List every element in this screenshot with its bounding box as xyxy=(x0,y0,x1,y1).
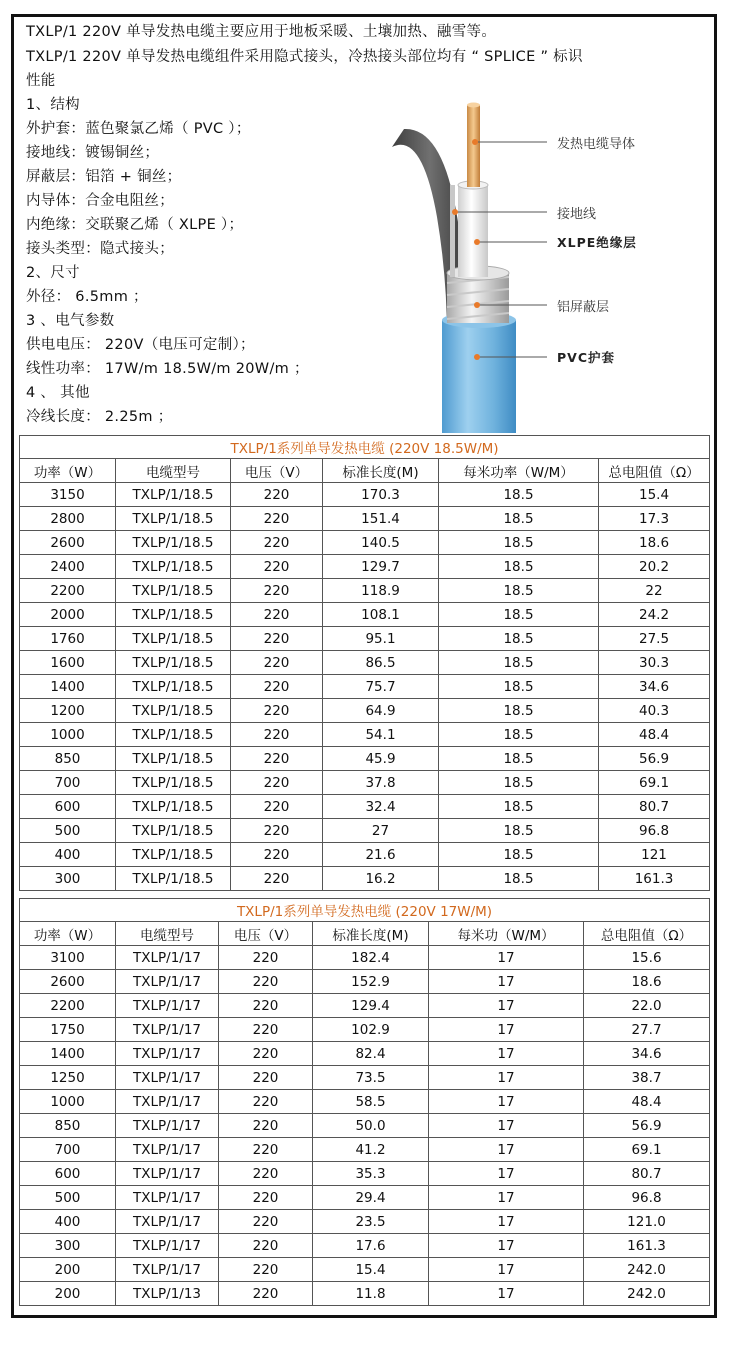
table-cell: 220 xyxy=(219,1066,313,1090)
table-cell: 102.9 xyxy=(313,1018,429,1042)
table-cell: 18.6 xyxy=(599,531,710,555)
table-cell: TXLP/1/17 xyxy=(116,970,219,994)
intro-line: 外径： 6.5mm ； xyxy=(26,289,148,305)
table-cell: 17.3 xyxy=(599,507,710,531)
table-cell: 34.6 xyxy=(599,675,710,699)
column-header: 电缆型号 xyxy=(116,922,219,946)
table-row xyxy=(20,483,710,507)
table-cell: 200 xyxy=(20,1282,116,1306)
table-cell: TXLP/1/18.5 xyxy=(116,723,231,747)
intro-line: 外护套：蓝色聚氯乙烯（ PVC ）； xyxy=(26,121,251,137)
table-cell: 18.5 xyxy=(439,819,599,843)
table-cell: 17 xyxy=(429,1258,584,1282)
table-cell: 54.1 xyxy=(323,723,439,747)
table-cell: 129.7 xyxy=(323,555,439,579)
table-cell: 24.2 xyxy=(599,603,710,627)
table-cell: 35.3 xyxy=(313,1162,429,1186)
table-header-row xyxy=(20,459,710,483)
intro-line: 接地线：镀锡铜丝； xyxy=(26,145,160,161)
table-cell: 400 xyxy=(20,843,116,867)
table-cell: 69.1 xyxy=(599,771,710,795)
table-cell: 242.0 xyxy=(584,1258,710,1282)
table-cell: TXLP/1/17 xyxy=(116,1090,219,1114)
table-cell: 15.4 xyxy=(599,483,710,507)
table-cell: 220 xyxy=(219,1210,313,1234)
table-cell: 220 xyxy=(231,795,323,819)
table-cell: 34.6 xyxy=(584,1042,710,1066)
table-cell: TXLP/1/18.5 xyxy=(116,771,231,795)
table-cell: 17 xyxy=(429,1186,584,1210)
table-title-row xyxy=(20,436,710,459)
table-row xyxy=(20,1138,710,1162)
table-row xyxy=(20,970,710,994)
table-cell: 220 xyxy=(219,1138,313,1162)
table-cell: 300 xyxy=(20,867,116,891)
column-header: 每米功（W/M） xyxy=(429,922,584,946)
table-cell: 220 xyxy=(219,1258,313,1282)
label-ground-wire: 接地线 xyxy=(557,207,597,222)
table-cell: 32.4 xyxy=(323,795,439,819)
table-cell: 64.9 xyxy=(323,699,439,723)
table-cell: TXLP/1/17 xyxy=(116,946,219,970)
table-cell: 18.6 xyxy=(584,970,710,994)
table-cell: 161.3 xyxy=(599,867,710,891)
table-cell: 1750 xyxy=(20,1018,116,1042)
table-cell: 11.8 xyxy=(313,1282,429,1306)
label-conductor: 发热电缆导体 xyxy=(557,137,636,152)
table-row xyxy=(20,723,710,747)
table-cell: 69.1 xyxy=(584,1138,710,1162)
document-frame xyxy=(11,14,717,1318)
table-cell: 56.9 xyxy=(584,1114,710,1138)
table-row xyxy=(20,555,710,579)
table-cell: 17 xyxy=(429,946,584,970)
table-row xyxy=(20,1162,710,1186)
table-cell: 18.5 xyxy=(439,531,599,555)
table-row xyxy=(20,1186,710,1210)
label-pvc: PVC护套 xyxy=(557,350,616,365)
column-header: 标准长度(M) xyxy=(323,459,439,483)
table-row xyxy=(20,531,710,555)
table-cell: 220 xyxy=(231,675,323,699)
intro-line: TXLP/1 220V 单导发热电缆组件采用隐式接头，冷热接头部位均有 “ SPLICE ” 标识 xyxy=(26,49,583,65)
column-header: 电压（V） xyxy=(219,922,313,946)
table-cell: 17 xyxy=(429,1210,584,1234)
table-cell: 300 xyxy=(20,1234,116,1258)
table-cell: 220 xyxy=(231,651,323,675)
table-cell: TXLP/1/18.5 xyxy=(116,651,231,675)
table-cell: 170.3 xyxy=(323,483,439,507)
table-cell: 1200 xyxy=(20,699,116,723)
table-cell: 2400 xyxy=(20,555,116,579)
table-cell: 220 xyxy=(219,1282,313,1306)
table-cell: 2200 xyxy=(20,994,116,1018)
table-cell: TXLP/1/17 xyxy=(116,1042,219,1066)
table-cell: TXLP/1/18.5 xyxy=(116,699,231,723)
table-cell: 15.6 xyxy=(584,946,710,970)
table-cell: 220 xyxy=(219,994,313,1018)
column-header: 总电阻值（Ω） xyxy=(584,922,710,946)
table-cell: 16.2 xyxy=(323,867,439,891)
table-cell: TXLP/1/17 xyxy=(116,1018,219,1042)
table-cell: 220 xyxy=(219,1042,313,1066)
section-heading: 3 、电气参数 xyxy=(26,313,115,329)
table-cell: 95.1 xyxy=(323,627,439,651)
intro-line: 供电电压： 220V（电压可定制）； xyxy=(26,337,255,353)
section-heading: 1、结构 xyxy=(26,97,80,113)
table-cell: 220 xyxy=(219,1018,313,1042)
table-cell: 850 xyxy=(20,1114,116,1138)
table-cell: 18.5 xyxy=(439,555,599,579)
table-row xyxy=(20,579,710,603)
table-row xyxy=(20,1066,710,1090)
table-cell: 27.5 xyxy=(599,627,710,651)
table-cell: 220 xyxy=(231,555,323,579)
table-cell: 21.6 xyxy=(323,843,439,867)
table-cell: 220 xyxy=(219,1162,313,1186)
table-cell: TXLP/1/17 xyxy=(116,1210,219,1234)
table-cell: 220 xyxy=(231,531,323,555)
table-cell: 220 xyxy=(231,771,323,795)
table-cell: 400 xyxy=(20,1210,116,1234)
table-row xyxy=(20,1090,710,1114)
table-cell: 82.4 xyxy=(313,1042,429,1066)
table-cell: 161.3 xyxy=(584,1234,710,1258)
table-cell: TXLP/1/18.5 xyxy=(116,867,231,891)
table-cell: 2200 xyxy=(20,579,116,603)
table-cell: 1250 xyxy=(20,1066,116,1090)
table-cell: 1600 xyxy=(20,651,116,675)
table-row xyxy=(20,843,710,867)
table-cell: 220 xyxy=(219,970,313,994)
table-cell: 220 xyxy=(231,867,323,891)
table-cell: 18.5 xyxy=(439,795,599,819)
ground-wire xyxy=(450,185,455,277)
table-cell: 220 xyxy=(219,1090,313,1114)
table-row xyxy=(20,795,710,819)
table-cell: TXLP/1/17 xyxy=(116,1138,219,1162)
table-row xyxy=(20,867,710,891)
table-cell: 220 xyxy=(231,819,323,843)
table-row xyxy=(20,627,710,651)
table-cell: 220 xyxy=(231,747,323,771)
table-cell: 17 xyxy=(429,1090,584,1114)
table-cell: 17 xyxy=(429,1282,584,1306)
table-cell: 3100 xyxy=(20,946,116,970)
table-cell: 29.4 xyxy=(313,1186,429,1210)
table-cell: 18.5 xyxy=(439,507,599,531)
table-cell: TXLP/1/17 xyxy=(116,1114,219,1138)
column-header: 功率（W） xyxy=(20,459,116,483)
table-cell: 38.7 xyxy=(584,1066,710,1090)
table-cell: 75.7 xyxy=(323,675,439,699)
table-cell: 220 xyxy=(219,1186,313,1210)
cable-illustration xyxy=(352,77,714,433)
table-cell: 700 xyxy=(20,1138,116,1162)
table-cell: 96.8 xyxy=(584,1186,710,1210)
table-cell: 48.4 xyxy=(599,723,710,747)
table-cell: TXLP/1/18.5 xyxy=(116,603,231,627)
table-row xyxy=(20,603,710,627)
table-cell: 242.0 xyxy=(584,1282,710,1306)
table-cell: 18.5 xyxy=(439,723,599,747)
table-cell: TXLP/1/13 xyxy=(116,1282,219,1306)
label-xlpe: XLPE绝缘层 xyxy=(557,235,637,250)
intro-line: 冷线长度： 2.25m ； xyxy=(26,409,173,425)
table-cell: 500 xyxy=(20,1186,116,1210)
intro-line: 内导体：合金电阻丝； xyxy=(26,193,174,209)
table-title: TXLP/1系列单导发热电缆 (220V 17W/M) xyxy=(20,899,710,922)
table-cell: TXLP/1/17 xyxy=(116,1066,219,1090)
column-header: 标准长度(M) xyxy=(313,922,429,946)
table-cell: 18.5 xyxy=(439,771,599,795)
table-cell: 18.5 xyxy=(439,699,599,723)
table-cell: 80.7 xyxy=(599,795,710,819)
table-cell: 108.1 xyxy=(323,603,439,627)
table-cell: 15.4 xyxy=(313,1258,429,1282)
table-cell: 41.2 xyxy=(313,1138,429,1162)
column-header: 每米功率（W/M） xyxy=(439,459,599,483)
table-cell: 22.0 xyxy=(584,994,710,1018)
table-cell: 17 xyxy=(429,1018,584,1042)
copper-conductor-top xyxy=(467,103,480,108)
table-cell: TXLP/1/18.5 xyxy=(116,579,231,603)
table-cell: 18.5 xyxy=(439,483,599,507)
cable-cross-section-diagram xyxy=(352,77,714,433)
table-row xyxy=(20,946,710,970)
column-header: 电缆型号 xyxy=(116,459,231,483)
table-cell: TXLP/1/18.5 xyxy=(116,555,231,579)
table-cell: 18.5 xyxy=(439,747,599,771)
table-cell: 1400 xyxy=(20,1042,116,1066)
table-cell: TXLP/1/18.5 xyxy=(116,747,231,771)
table-cell: TXLP/1/18.5 xyxy=(116,795,231,819)
table-cell: 17 xyxy=(429,1162,584,1186)
table-cell: 18.5 xyxy=(439,627,599,651)
table-cell: 22 xyxy=(599,579,710,603)
copper-conductor xyxy=(467,105,480,187)
table-cell: TXLP/1/17 xyxy=(116,1234,219,1258)
intro-line: 线性功率： 17W/m 18.5W/m 20W/m ； xyxy=(26,361,309,377)
table-cell: TXLP/1/18.5 xyxy=(116,843,231,867)
table-cell: 20.2 xyxy=(599,555,710,579)
table-cell: 40.3 xyxy=(599,699,710,723)
table-row xyxy=(20,747,710,771)
table-cell: 220 xyxy=(231,483,323,507)
table-cell: 17 xyxy=(429,1138,584,1162)
table-cell: 600 xyxy=(20,795,116,819)
table-cell: TXLP/1/18.5 xyxy=(116,483,231,507)
table-cell: 121.0 xyxy=(584,1210,710,1234)
table-cell: 140.5 xyxy=(323,531,439,555)
spec-table-18-5 xyxy=(19,435,710,891)
table-cell: 2800 xyxy=(20,507,116,531)
table-header-row xyxy=(20,922,710,946)
intro-line: 性能 xyxy=(26,73,56,89)
table-cell: 86.5 xyxy=(323,651,439,675)
table-row xyxy=(20,1282,710,1306)
table-cell: TXLP/1/17 xyxy=(116,1162,219,1186)
table-cell: 220 xyxy=(231,579,323,603)
table-cell: 96.8 xyxy=(599,819,710,843)
table-cell: 182.4 xyxy=(313,946,429,970)
table-cell: 18.5 xyxy=(439,675,599,699)
table-cell: 58.5 xyxy=(313,1090,429,1114)
table-cell: TXLP/1/18.5 xyxy=(116,675,231,699)
table-cell: TXLP/1/17 xyxy=(116,994,219,1018)
table-cell: TXLP/1/17 xyxy=(116,1258,219,1282)
table-cell: TXLP/1/18.5 xyxy=(116,507,231,531)
column-header: 总电阻值（Ω） xyxy=(599,459,710,483)
spec-table-17 xyxy=(19,898,710,1306)
table-cell: 220 xyxy=(231,603,323,627)
table-cell: 2000 xyxy=(20,603,116,627)
table-cell: 220 xyxy=(219,946,313,970)
table-row xyxy=(20,1258,710,1282)
table-cell: 17 xyxy=(429,1114,584,1138)
table-cell: 73.5 xyxy=(313,1066,429,1090)
table-cell: 45.9 xyxy=(323,747,439,771)
table-row xyxy=(20,1114,710,1138)
intro-section xyxy=(14,17,714,433)
table-title-row xyxy=(20,899,710,922)
xlpe-insulation xyxy=(458,185,488,277)
intro-line: 屏蔽层：铝箔 + 铜丝； xyxy=(26,169,182,185)
table-cell: 17 xyxy=(429,994,584,1018)
table-cell: 1000 xyxy=(20,723,116,747)
table-cell: 220 xyxy=(219,1114,313,1138)
table-cell: 27 xyxy=(323,819,439,843)
table-cell: 18.5 xyxy=(439,867,599,891)
table-cell: 152.9 xyxy=(313,970,429,994)
intro-line: TXLP/1 220V 单导发热电缆主要应用于地板采暖、土壤加热、融雪等。 xyxy=(26,24,497,40)
table-cell: 200 xyxy=(20,1258,116,1282)
table-cell: 151.4 xyxy=(323,507,439,531)
table-cell: 30.3 xyxy=(599,651,710,675)
table-cell: 220 xyxy=(231,627,323,651)
table-cell: 80.7 xyxy=(584,1162,710,1186)
table-cell: 18.5 xyxy=(439,603,599,627)
table-cell: 600 xyxy=(20,1162,116,1186)
table-cell: 129.4 xyxy=(313,994,429,1018)
table-cell: 220 xyxy=(231,507,323,531)
table-cell: 118.9 xyxy=(323,579,439,603)
table-row xyxy=(20,1018,710,1042)
section-heading: 4 、 其他 xyxy=(26,385,90,401)
table-row xyxy=(20,1234,710,1258)
column-header: 功率（W） xyxy=(20,922,116,946)
table-cell: 121 xyxy=(599,843,710,867)
table-cell: 27.7 xyxy=(584,1018,710,1042)
table-cell: 220 xyxy=(231,699,323,723)
table-cell: 500 xyxy=(20,819,116,843)
table-row xyxy=(20,507,710,531)
table-cell: 48.4 xyxy=(584,1090,710,1114)
table-cell: 2600 xyxy=(20,531,116,555)
table-cell: 220 xyxy=(231,723,323,747)
table-row xyxy=(20,771,710,795)
table-cell: 50.0 xyxy=(313,1114,429,1138)
table-cell: 17.6 xyxy=(313,1234,429,1258)
table-cell: 220 xyxy=(231,843,323,867)
table-cell: TXLP/1/17 xyxy=(116,1186,219,1210)
table-cell: 17 xyxy=(429,1042,584,1066)
table-row xyxy=(20,819,710,843)
table-cell: 1400 xyxy=(20,675,116,699)
table-cell: 17 xyxy=(429,1066,584,1090)
intro-line: 接头类型：隐式接头； xyxy=(26,241,174,257)
table-title: TXLP/1系列单导发热电缆 (220V 18.5W/M) xyxy=(20,436,710,459)
table-cell: 18.5 xyxy=(439,843,599,867)
label-shield: 铝屏蔽层 xyxy=(557,300,610,315)
table-row xyxy=(20,699,710,723)
table-cell: 17 xyxy=(429,1234,584,1258)
table-row xyxy=(20,1042,710,1066)
table-cell: 23.5 xyxy=(313,1210,429,1234)
intro-line: 内绝缘：交联聚乙烯（ XLPE ）； xyxy=(26,217,244,233)
table-cell: 2600 xyxy=(20,970,116,994)
table-cell: 220 xyxy=(219,1234,313,1258)
column-header: 电压（V） xyxy=(231,459,323,483)
table-cell: 700 xyxy=(20,771,116,795)
table-row xyxy=(20,994,710,1018)
table-cell: 850 xyxy=(20,747,116,771)
pvc-sheath xyxy=(442,320,516,433)
table-row xyxy=(20,651,710,675)
table-cell: 3150 xyxy=(20,483,116,507)
table-cell: 18.5 xyxy=(439,579,599,603)
table-cell: 17 xyxy=(429,970,584,994)
table-row xyxy=(20,675,710,699)
table-cell: 56.9 xyxy=(599,747,710,771)
table-cell: TXLP/1/18.5 xyxy=(116,531,231,555)
table-cell: TXLP/1/18.5 xyxy=(116,627,231,651)
table-cell: 1760 xyxy=(20,627,116,651)
section-heading: 2、尺寸 xyxy=(26,265,80,281)
table-cell: 1000 xyxy=(20,1090,116,1114)
table-cell: 18.5 xyxy=(439,651,599,675)
table-cell: TXLP/1/18.5 xyxy=(116,819,231,843)
table-row xyxy=(20,1210,710,1234)
table-cell: 37.8 xyxy=(323,771,439,795)
